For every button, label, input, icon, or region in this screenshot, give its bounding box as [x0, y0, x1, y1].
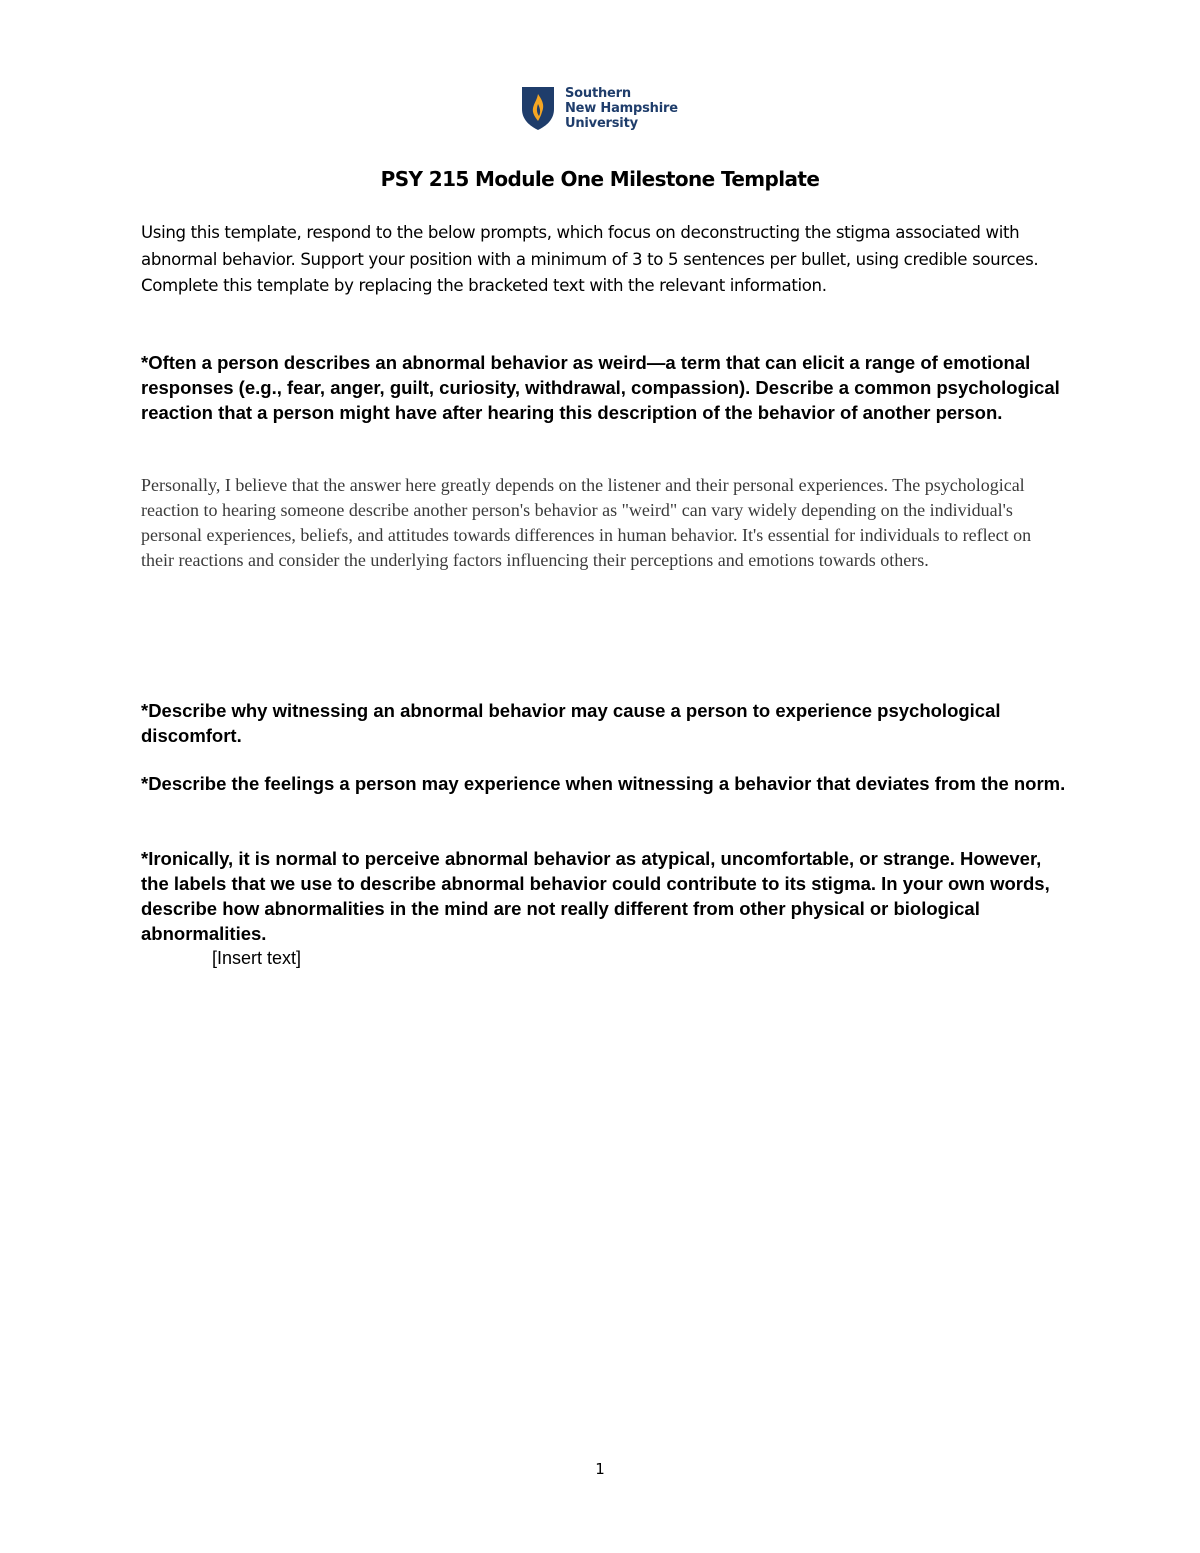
logo-line-3: University: [565, 115, 638, 131]
answer-1[interactable]: Personally, I believe that the answer here greatly depends on the listener and their personal experiences. The psychological reaction to hearing someone describe another person's behavior as "weird" can vary widely depending on the individual's personal experiences, beliefs, and attitudes towards differences in human behavior. It's essential for individuals to reflect on their reactions and consider the underlying factors influencing their perceptions and emotions towards others.: [141, 475, 1032, 570]
prompt-3: *Describe the feelings a person may experience when witnessing a behavior that deviates from the norm.: [141, 773, 1066, 794]
logo-line-1: Southern: [565, 85, 631, 101]
logo-wordmark: [565, 86, 678, 131]
logo-line-2: New Hampshire: [565, 100, 678, 116]
page-number: 1: [595, 1460, 605, 1478]
prompt-2: *Describe why witnessing an abnormal behavior may cause a person to experience psychological discomfort.: [141, 700, 1001, 746]
insert-text-placeholder[interactable]: [Insert text]: [212, 948, 302, 968]
university-logo: [520, 84, 678, 132]
prompt-4: *Ironically, it is normal to perceive abnormal behavior as atypical, uncomfortable, or strange. However, the labels that we use to describe abnormal behavior could contribute to its stigma. In your own words, describe how abnormalities in the mind are not really different from other physical or biological abnormalities.: [141, 848, 1050, 944]
document-title: PSY 215 Module One Milestone Template: [380, 167, 820, 191]
intro-paragraph: Using this template, respond to the below prompts, which focus on deconstructing the stigma associated with abnormal behavior. Support your position with a minimum of 3 to 5 sentences per bullet, using credible sources. Complete this template by replacing the bracketed text with the relevant information.: [141, 223, 1039, 295]
shield-flame-icon: [520, 85, 556, 131]
prompt-1: *Often a person describes an abnormal behavior as weird—a term that can elicit a range of emotional responses (e.g., fear, anger, guilt, curiosity, withdrawal, compassion). Describe a common psychological reaction that a person might have after hearing this description of the behavior of another person.: [141, 352, 1060, 423]
